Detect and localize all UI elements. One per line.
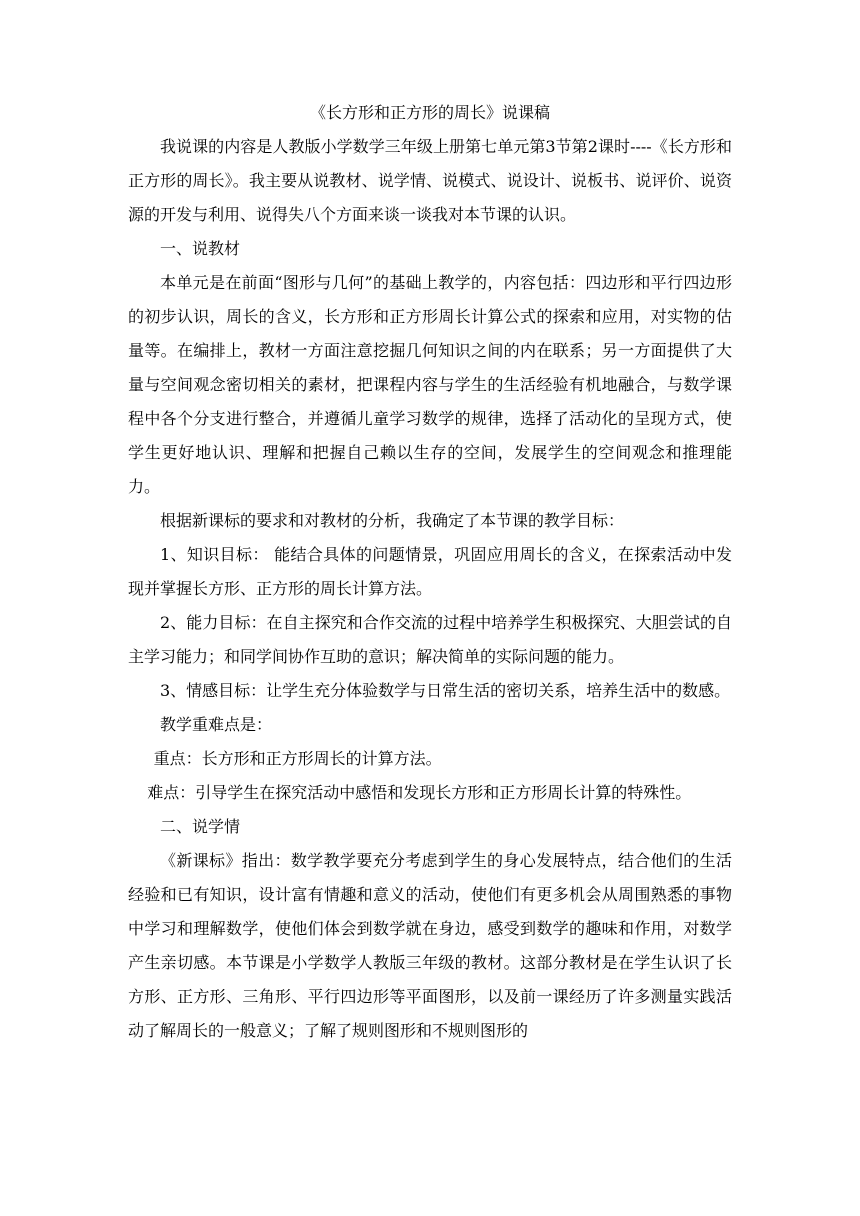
section2-paragraph-1: 《新课标》指出：数学教学要充分考虑到学生的身心发展特点，结合他们的生活经验和已有知识，设计富有情趣和意义的活动，使他们有更多机会从周围熟悉的事物中学习和理解数学，使他们体会到数学就在身边，感受到数学的趣味和作用，对数学产生亲切感。本节课是小学数学人教版三年级的教材。这部分教材是在学生认识了长方形、正方形、三角形、平行四边形等平面图形，以及前一课经历了许多测量实践活动了解周长的一般意义；了解了规则图形和不规则图形的 xyxy=(128,851,732,1040)
key-points-heading: 教学重难点是： xyxy=(160,715,273,734)
goal-emotion: 3、情感目标：让学生充分体验数学与日常生活的密切关系，培养生活中的数感。 xyxy=(160,681,731,700)
section1-paragraph-2: 根据新课标的要求和对教材的分析，我确定了本节课的教学目标： xyxy=(160,511,625,530)
intro-paragraph: 我说课的内容是人教版小学数学三年级上册第七单元第3节第2课时----《长方形和正方形的周长》。我主要从说教材、说学情、说模式、说设计、说板书、说评价、说资源的开发与利用、说得失八个方面来谈一谈我对本节课的认识。 xyxy=(128,137,732,224)
goal-ability: 2、能力目标：在自主探究和合作交流的过程中培养学生积极探究、大胆尝试的自主学习能力；和同学间协作互助的意识；解决简单的实际问题的能力。 xyxy=(128,613,732,666)
difficult-point: 难点：引导学生在探究活动中感悟和发现长方形和正方形周长计算的特殊性。 xyxy=(147,783,692,802)
section2-heading: 二、说学情 xyxy=(160,817,241,836)
document-title: 《长方形和正方形的周长》说课稿 xyxy=(309,103,550,122)
section1-paragraph-1: 本单元是在前面“图形与几何”的基础上教学的，内容包括：四边形和平行四边形的初步认识，周长的含义，长方形和正方形周长计算公式的探索和应用，对实物的估量等。在编排上，教材一方面注意挖掘几何知识之间的内在联系；另一方面提供了大量与空间观念密切相关的素材，把课程内容与学生的生活经验有机地融合，与数学课程中各个分支进行整合，并遵循儿童学习数学的规律，选择了活动化的呈现方式，使学生更好地认识、理解和把握自己赖以生存的空间，发展学生的空间观念和推理能力。 xyxy=(128,273,732,496)
goal-knowledge: 1、知识目标： 能结合具体的问题情景，巩固应用周长的含义，在探索活动中发现并掌握长方形、正方形的周长计算方法。 xyxy=(128,545,732,598)
key-point: 重点：长方形和正方形周长的计算方法。 xyxy=(153,749,442,768)
section1-heading: 一、说教材 xyxy=(160,239,241,258)
document-body xyxy=(128,96,732,1048)
